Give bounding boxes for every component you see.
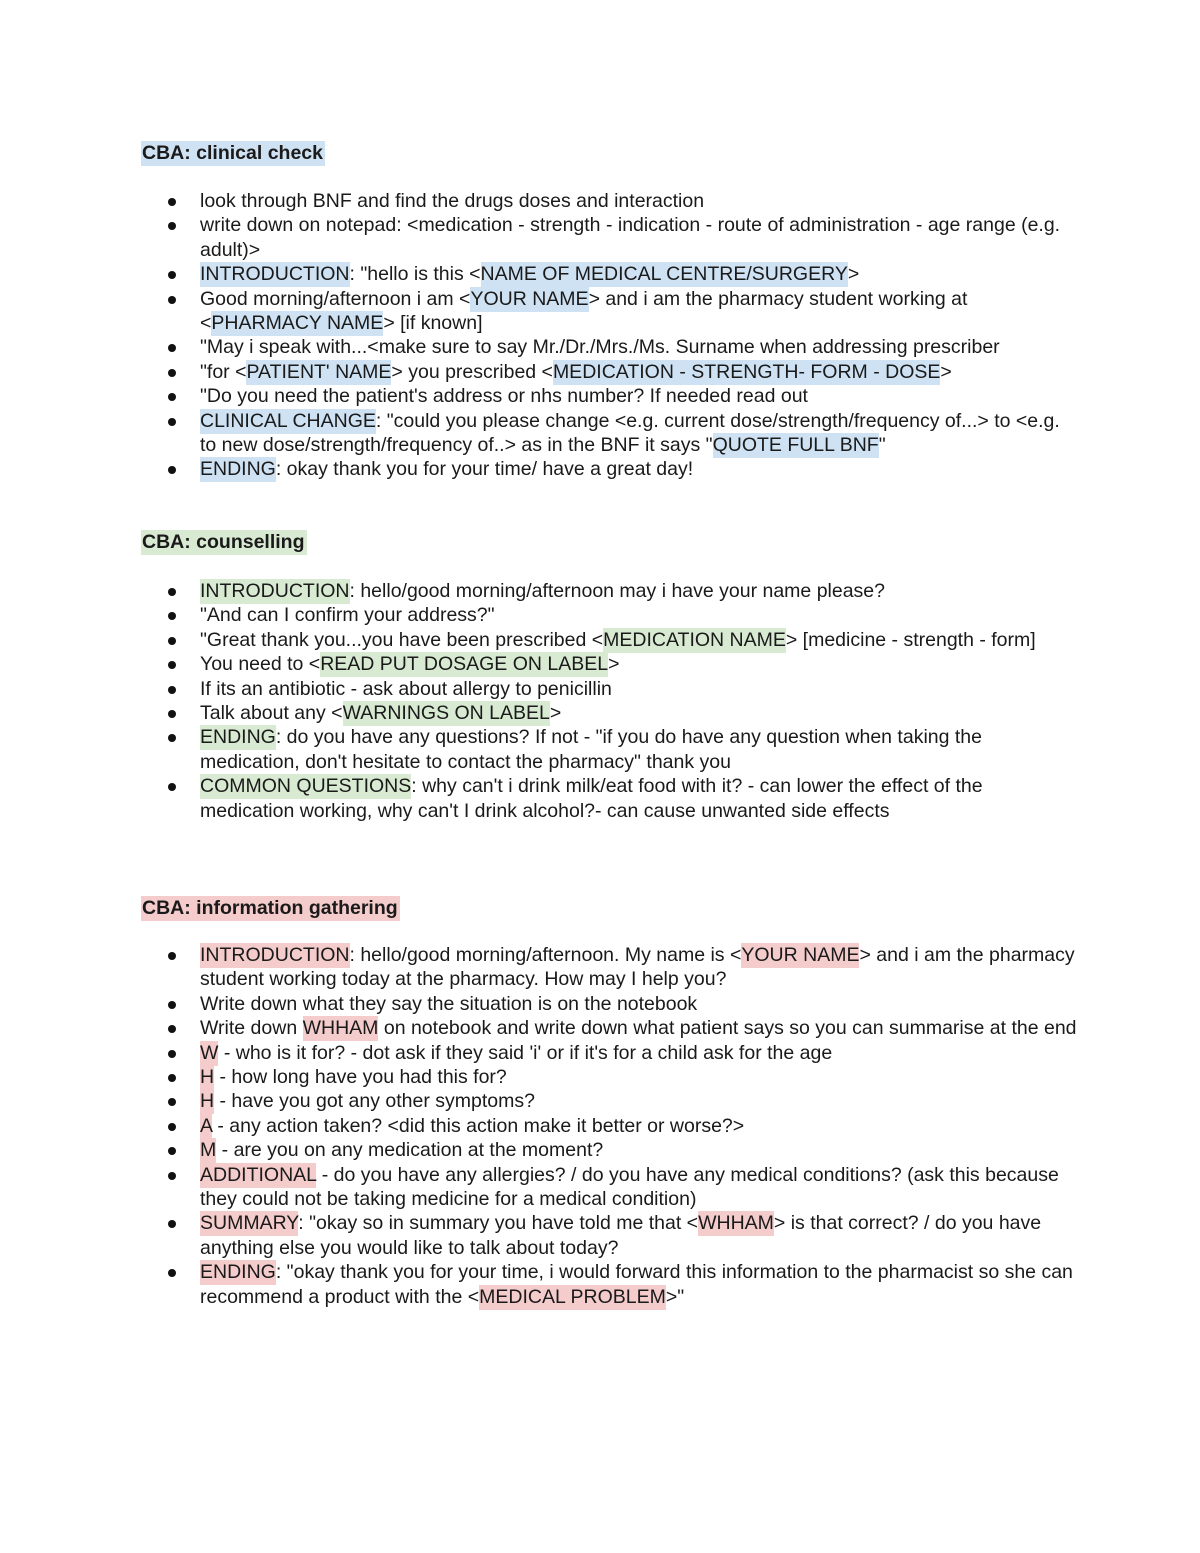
list-item (200, 360, 1080, 384)
highlighted-placeholder: QUOTE FULL BNF (712, 434, 879, 457)
list-item (200, 603, 1080, 627)
highlighted-placeholder: COMMON QUESTIONS (200, 775, 412, 798)
item-text: - any action taken? <did this action make it better or worse?> (211, 1114, 745, 1137)
highlighted-placeholder: INTRODUCTION (200, 263, 350, 286)
item-text: - do you have any allergies? / do you have any medical conditions? (ask this because they could not be taking medicine for a medical condition) (200, 1163, 1059, 1211)
clinical-check-list (200, 189, 1080, 482)
list-item (200, 943, 1080, 992)
item-text: >" (665, 1285, 685, 1308)
item-text: > [medicine - strength - form] (785, 628, 1036, 651)
item-text: : do you have any questions? If not - "if you do have any question when taking the medication, don't hesitate to contact the pharmacy" thank you (200, 726, 982, 773)
item-text: - are you on any medication at the moment? (216, 1139, 604, 1162)
item-text: - have you got any other symptoms? (214, 1090, 535, 1113)
list-item (200, 189, 1080, 213)
item-text: > [if known] (383, 312, 483, 335)
information-gathering-heading: CBA: information gathering (142, 897, 398, 919)
item-text: : hello/good morning/afternoon. My name is < (349, 944, 742, 966)
highlighted-placeholder: H (200, 1090, 215, 1113)
item-text: : hello/good morning/afternoon may i have your name please? (349, 580, 885, 602)
list-item (200, 628, 1080, 652)
item-text: If its an antibiotic - ask about allergy to penicillin (200, 677, 612, 700)
highlighted-placeholder: READ PUT DOSAGE ON LABEL (320, 653, 609, 676)
highlighted-placeholder: MEDICATION NAME (603, 628, 786, 651)
item-text: "Great thank you...you have been prescribed < (200, 628, 604, 651)
list-item (200, 652, 1080, 676)
item-text: > (940, 360, 952, 383)
list-item (200, 579, 1080, 603)
highlighted-placeholder: WHHAM (302, 1017, 379, 1040)
list-item (200, 1016, 1080, 1040)
list-item (200, 677, 1080, 701)
item-text: > is that correct? / do you have anything else you would like to talk about today? (200, 1212, 1042, 1259)
list-item (200, 409, 1080, 458)
highlighted-placeholder: MEDICATION - STRENGTH- FORM - DOSE (552, 360, 941, 383)
item-text: : why can't i drink milk/eat food with it? - can lower the effect of the medication working, why can't I drink alcohol?- can cause unwanted side effects (200, 775, 983, 822)
list-item (200, 725, 1080, 774)
item-text: > and i am the pharmacy student working at < (200, 287, 968, 335)
item-text: write down on notepad: <medication - strength - indication - route of administration - age range (e.g. adult)> (200, 214, 1061, 261)
item-text: "for < (200, 360, 247, 383)
item-text: - how long have you had this for? (214, 1066, 507, 1089)
highlighted-placeholder: PATIENT' NAME (246, 360, 392, 383)
list-item (200, 992, 1080, 1016)
highlighted-placeholder: SUMMARY (200, 1212, 299, 1235)
item-text: Write down (200, 1017, 303, 1040)
item-text: Good morning/afternoon i am < (200, 287, 471, 310)
item-text: > (847, 263, 860, 286)
item-text: You need to < (200, 653, 321, 676)
item-text: > and i am the pharmacy student working today at the pharmacy. How may I help you? (200, 944, 1075, 991)
list-item (200, 1163, 1080, 1212)
counselling-list (200, 579, 1080, 823)
list-item (200, 774, 1080, 823)
highlighted-placeholder: YOUR NAME (741, 944, 860, 966)
item-text: : "hello is this < (349, 263, 481, 286)
highlighted-placeholder: INTRODUCTION (200, 580, 350, 602)
highlighted-placeholder: CLINICAL CHANGE (200, 409, 376, 432)
item-text: "May i speak with...<make sure to say Mr./Dr./Mrs./Ms. Surname when addressing prescriber (200, 336, 1000, 359)
item-text: Write down what they say the situation is on the notebook (200, 992, 698, 1015)
clinical-check-heading: CBA: clinical check (142, 142, 323, 164)
item-text: "Do you need the patient's address or nhs number? If needed read out (200, 385, 808, 408)
item-text: > (608, 653, 620, 676)
highlighted-placeholder: H (200, 1066, 215, 1089)
list-item (200, 287, 1080, 336)
item-text: > (549, 702, 562, 725)
item-text: : "okay thank you for your time, i would forward this information to the pharmacist so she can recommend a product with the < (200, 1261, 1073, 1308)
list-item (200, 1114, 1080, 1138)
list-item (200, 1065, 1080, 1089)
list-item (200, 457, 1080, 481)
list-item (200, 1211, 1080, 1260)
item-text: on notebook and write down what patient says so you can summarise at the end (378, 1017, 1077, 1040)
highlighted-placeholder: MEDICAL PROBLEM (479, 1285, 666, 1308)
item-text: > you prescribed < (391, 360, 553, 383)
item-text: Talk about any < (200, 702, 343, 725)
list-item (200, 213, 1080, 262)
list-item (200, 384, 1080, 408)
highlighted-placeholder: ENDING (200, 1261, 276, 1284)
highlighted-placeholder: YOUR NAME (470, 287, 589, 310)
item-text: : "okay so in summary you have told me that < (298, 1212, 699, 1235)
information-gathering-list (200, 943, 1080, 1309)
list-item (200, 335, 1080, 359)
item-text: " (878, 434, 886, 457)
list-item (200, 1089, 1080, 1113)
highlighted-placeholder: W (200, 1041, 219, 1064)
highlighted-placeholder: NAME OF MEDICAL CENTRE/SURGERY (480, 263, 848, 286)
highlighted-placeholder: ENDING (200, 726, 276, 749)
highlighted-placeholder: ENDING (200, 458, 276, 481)
highlighted-placeholder: INTRODUCTION (200, 944, 350, 966)
highlighted-placeholder: A (200, 1114, 212, 1137)
highlighted-placeholder: PHARMACY NAME (211, 312, 384, 335)
highlighted-placeholder: WARNINGS ON LABEL (342, 702, 550, 725)
highlighted-placeholder: WHHAM (698, 1212, 774, 1235)
item-text: : okay thank you for your time/ have a great day! (275, 458, 694, 481)
counselling-heading: CBA: counselling (142, 531, 305, 553)
item-text: look through BNF and find the drugs doses and interaction (200, 190, 705, 212)
list-item (200, 1138, 1080, 1162)
list-item (200, 701, 1080, 725)
list-item (200, 262, 1080, 286)
item-text: - who is it for? - dot ask if they said 'i' or if it's for a child ask for the age (218, 1041, 833, 1064)
highlighted-placeholder: ADDITIONAL (200, 1163, 317, 1186)
highlighted-placeholder: M (200, 1139, 217, 1162)
item-text: "And can I confirm your address?" (200, 604, 495, 627)
item-text: : "could you please change <e.g. current dose/strength/frequency of...> to <e.g. to new dose/strength/frequency of..> as in the BNF it says " (200, 409, 1060, 457)
list-item (200, 1260, 1080, 1309)
list-item (200, 1041, 1080, 1065)
